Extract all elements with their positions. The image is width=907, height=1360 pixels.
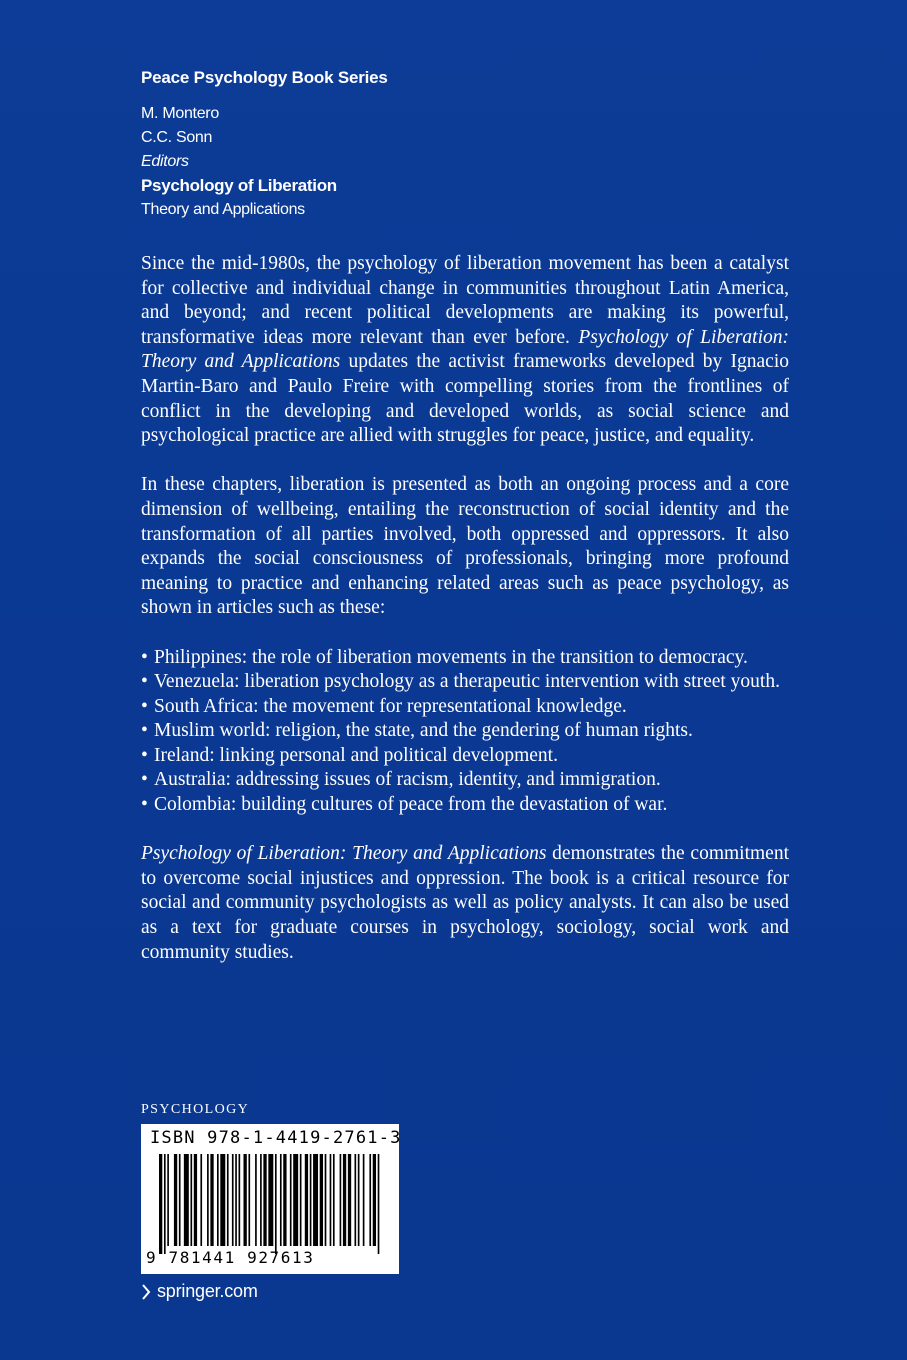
barcode-bar [325,1154,327,1246]
blurb [141,252,789,990]
blurb-paragraph-2: In these chapters, liberation is presented as both an ongoing process and a core dimension of wellbeing, entailing the reconstruction of social identity and the transformation of all parties involved, both oppressed and oppressors. It also expands the social consciousness of professionals, bringing more profound meaning to practice and enhancing related areas such as peace psychology, as shown in articles such as these: [141,474,789,619]
barcode-bar [330,1154,332,1246]
barcode-bar [333,1154,335,1246]
barcode-bar [263,1154,266,1246]
barcode-bar [227,1154,229,1246]
barcode-bar [343,1154,346,1246]
editor-name-2: C.C. Sonn [141,129,213,146]
barcode-bar [354,1154,356,1246]
isbn-barcode [141,1124,402,1274]
blurb-paragraph-3-book-title: Psychology of Liberation: Theory and Applications [141,843,547,865]
barcode-bar [300,1154,302,1246]
barcode-bar [268,1154,273,1246]
blurb-paragraph-3-text: demonstrates the commitment to overcome social injustices and oppression. The book is a critical resource for social and community psychologists as well as policy analysts. It can also be used as a text for graduate courses in psychology, sociology, social work and community studies. [141,843,789,963]
barcode-bar [348,1154,351,1246]
barcode-bar [164,1154,166,1254]
series-title: Peace Psychology Book Series [141,68,388,87]
list-item-text: Muslim world: religion, the state, and the gendering of human rights. [154,720,693,742]
barcode-bar [248,1154,250,1246]
barcode-bar [217,1154,219,1246]
barcode-bar [220,1154,225,1246]
barcode-bar [290,1154,292,1246]
barcode-bar [232,1154,234,1246]
barcode-bar [340,1154,342,1246]
barcode-bar [210,1154,213,1246]
barcode-bar [179,1154,181,1246]
bullet-icon: • [141,695,148,717]
bullet-icon: • [141,769,148,791]
barcode-bar [174,1154,177,1246]
subject-category: PSYCHOLOGY [141,1102,250,1117]
book-title: Psychology of Liberation [141,176,337,195]
list-item [141,719,789,744]
barcode-bar [320,1154,323,1246]
barcode-bar [373,1154,376,1246]
barcode-bar [369,1154,371,1246]
barcode-bar [313,1154,318,1246]
editors-label: Editors [141,153,189,170]
publisher-website[interactable] [141,1281,258,1302]
barcode-bar [255,1154,257,1246]
list-item [141,670,789,695]
bullet-icon: • [141,794,148,816]
list-item-text: Colombia: building cultures of peace from the devastation of war. [154,794,668,816]
barcode-bar [305,1154,308,1246]
list-item-text: Venezuela: liberation psychology as a therapeutic intervention with street youth. [154,671,780,693]
article-list [141,646,789,818]
editor-name-1: M. Montero [141,105,219,122]
bullet-icon: • [141,671,148,693]
bullet-icon: • [141,646,148,668]
blurb-paragraph-1 [141,252,789,449]
list-item [141,744,789,769]
barcode-bar [358,1154,360,1246]
barcode-bar [363,1154,365,1246]
list-item [141,793,789,818]
blurb-paragraph-3 [141,842,789,965]
barcode-bar [239,1154,241,1246]
barcode-bar [283,1154,286,1246]
isbn-label: ISBN 978-1-4419-2761-3 [150,1128,402,1148]
barcode-number: 9 781441 927613 [146,1248,315,1267]
list-item-text: Australia: addressing issues of racism, identity, and immigration. [154,769,661,791]
barcode-bar [378,1154,380,1254]
barcode-bar [243,1154,246,1246]
barcode-bar [207,1154,209,1246]
blurb-paragraph-1-continuation: updates the activist frameworks developed by Ignacio Martin-Baro and Paulo Freire with compelling stories from the frontlines of conflict in the developing and developed worlds, as social science and psychological practice are allied with struggles for peace, justice, and equality. [141,351,790,447]
list-item [141,768,789,793]
barcode-bar [194,1154,197,1246]
book-subtitle: Theory and Applications [141,201,305,218]
list-item [141,646,789,671]
barcode-bar [200,1154,202,1246]
cover-header [141,66,388,222]
chevron-right-icon [141,1283,151,1301]
list-item-text: South Africa: the movement for representational knowledge. [154,695,627,717]
blurb-paragraph-1-text: Since the mid-1980s, the psychology of liberation movement has been a catalyst for collective and individual change in communities throughout Latin America, and beyond; and recent political developments are making its powerful, transformative ideas more relevant than ever before. [141,253,789,348]
barcode-bar [280,1154,282,1246]
barcode-bar [275,1154,277,1254]
barcode-bar [310,1154,312,1246]
blurb-paragraph-1-book-title: Psychology of Liberation: Theory and Applications [141,326,790,373]
website-link[interactable]: springer.com [157,1281,258,1301]
barcode-bar [293,1154,298,1246]
barcode-bars [159,1154,381,1254]
list-item [141,695,789,720]
list-item-text: Ireland: linking personal and political development. [154,744,558,766]
bullet-icon: • [141,744,148,766]
bullet-icon: • [141,720,148,742]
barcode-bar [235,1154,237,1246]
barcode-bar [167,1154,169,1246]
barcode-bar [190,1154,192,1246]
list-item-text: Philippines: the role of liberation movements in the transition to democracy. [154,646,748,668]
barcode-bar [159,1154,162,1254]
barcode-bar [184,1154,189,1246]
barcode-bar [260,1154,262,1246]
